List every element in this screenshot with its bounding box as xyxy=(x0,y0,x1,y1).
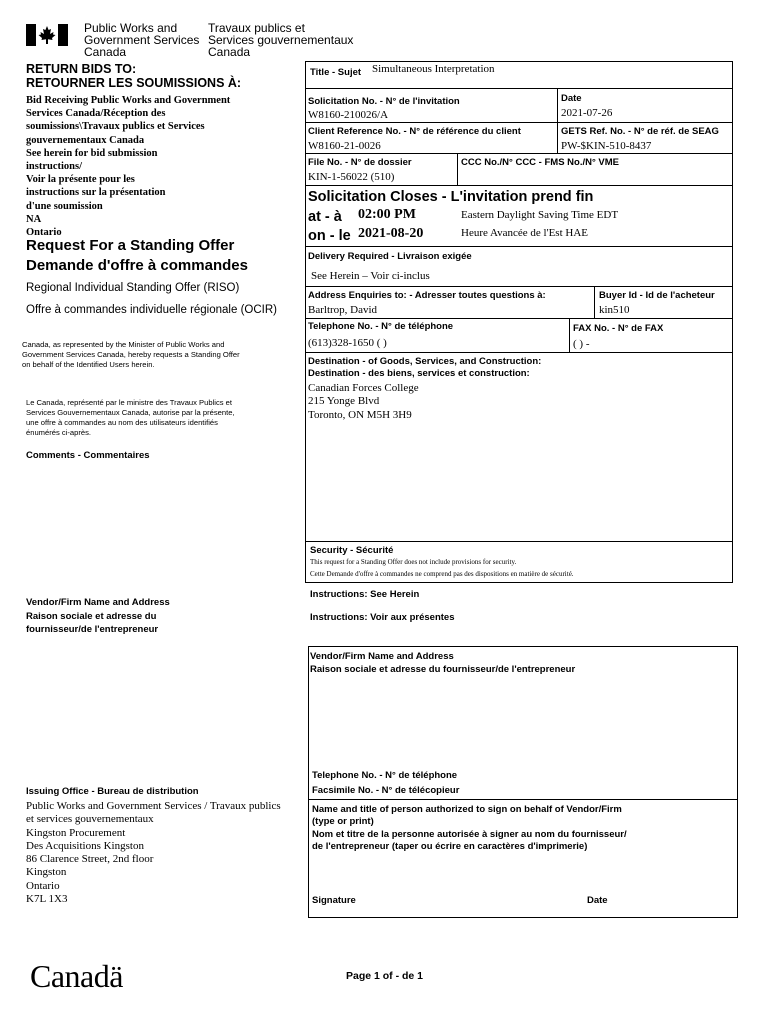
date-value: 2021-07-26 xyxy=(561,107,613,119)
destination-address xyxy=(308,382,419,422)
telephone-value: (613)328-1650 ( ) xyxy=(308,337,387,349)
canada-wordmark: Canadä xyxy=(30,958,123,994)
para-en-line: Government Services Canada, hereby requests a Standing Offer xyxy=(22,350,240,359)
request-paragraph-fr xyxy=(26,398,235,438)
fax-label: FAX No. - N° de FAX xyxy=(573,323,664,334)
request-title-en: Request For a Standing Offer xyxy=(26,237,235,254)
signature-label: Signature xyxy=(312,895,356,906)
return-bids-line: NA xyxy=(26,213,42,225)
security-text-fr: Cette Demande d'offre à commandes ne comprend pas des dispositions en matière de sécurité. xyxy=(310,570,574,578)
authorized-person-line: de l'entrepreneur (taper ou écrire en caractères d'imprimerie) xyxy=(312,840,588,852)
issuing-office-label: Issuing Office - Bureau de distribution xyxy=(26,786,199,797)
para-fr-line: Services Gouvernementaux Canada, autorise par la présente, xyxy=(26,408,235,417)
security-label: Security - Sécurité xyxy=(310,545,394,556)
issuing-line: et services gouvernementaux xyxy=(26,813,154,826)
dept-en-line: Public Works and xyxy=(84,21,178,35)
timezone-en: Eastern Daylight Saving Time EDT xyxy=(461,209,619,221)
closing-on-label: on - le xyxy=(308,228,351,244)
buyer-id-value: kin510 xyxy=(599,304,630,316)
delivery-required-value: See Herein – Voir ci-inclus xyxy=(311,270,430,282)
issuing-line: Ontario xyxy=(26,879,60,892)
return-bids-title xyxy=(26,62,241,90)
issuing-line: Kingston xyxy=(26,866,67,879)
issuing-line: K7L 1X3 xyxy=(26,893,68,906)
para-fr-line: Le Canada, représenté par le ministre des Travaux Publics et xyxy=(26,398,232,407)
request-subtitle-en: Regional Individual Standing Offer (RISO) xyxy=(26,282,240,294)
instructions-fr: Instructions: Voir aux présentes xyxy=(310,612,455,623)
authorized-person-label xyxy=(312,804,627,853)
return-bids-line: soumissions\Travaux publics et Services xyxy=(26,121,205,133)
issuing-line: Public Works and Government Services / Travaux publics xyxy=(26,800,281,812)
issuing-line: Kingston Procurement xyxy=(26,826,126,839)
file-number-value: KIN-1-56022 (510) xyxy=(308,171,395,183)
issuing-office-address xyxy=(26,800,281,906)
authorized-person-line: Nom et titre de la personne autorisée à signer au nom du fournisseur/ xyxy=(312,828,627,840)
dept-en-line: Government Services xyxy=(84,33,200,47)
department-name-fr xyxy=(208,22,353,58)
solicitation-closes-label: Solicitation Closes - L'invitation prend fin xyxy=(308,189,594,205)
return-bids-line: gouvernementaux Canada xyxy=(26,134,145,146)
para-en-line: Canada, as represented by the Minister of Public Works and xyxy=(22,340,225,349)
request-title-fr: Demande d'offre à commandes xyxy=(26,257,248,274)
return-bids-title-fr: RETOURNER LES SOUMISSIONS À: xyxy=(26,76,242,90)
vendor-left-label xyxy=(26,596,170,637)
return-bids-line: Voir la présente pour les xyxy=(26,174,135,186)
ccc-fms-label: CCC No./N° CCC - FMS No./N° VME xyxy=(461,157,620,168)
destination-label-fr: Destination - des biens, services et construction: xyxy=(308,368,530,379)
vendor-left-label-line: fournisseur/de l'entrepreneur xyxy=(26,624,159,635)
para-fr-line: une offre à commandes au nom des utilisateurs identifiés xyxy=(26,418,218,427)
comments-label: Comments - Commentaires xyxy=(26,450,150,461)
buyer-id-label: Buyer Id - Id de l'acheteur xyxy=(599,290,715,301)
request-subtitle-fr: Offre à commandes individuelle régionale (OCIR) xyxy=(26,304,277,316)
destination-line: Canadian Forces College xyxy=(308,382,419,394)
return-bids-line: Ontario xyxy=(26,227,62,239)
vendor-left-label-line: Raison sociale et adresse du xyxy=(26,610,157,622)
closing-at-label: at - à xyxy=(308,209,342,225)
vendor-signature-box xyxy=(308,646,738,918)
return-bids-line: d'une soumission xyxy=(26,200,103,212)
dept-fr-line: Services gouvernementaux xyxy=(208,33,354,47)
return-bids-line: Bid Receiving Public Works and Government xyxy=(26,95,231,106)
canada-flag-icon xyxy=(26,24,68,46)
title-value: Simultaneous Interpretation xyxy=(372,63,495,75)
vendor-telephone-label: Telephone No. - N° de téléphone xyxy=(312,770,458,781)
para-fr-line: énumérés ci-après. xyxy=(26,428,91,437)
solicitation-number-value: W8160-210026/A xyxy=(308,109,389,121)
return-bids-line: Services Canada/Réception des xyxy=(26,108,166,120)
date-label: Date xyxy=(561,93,582,104)
address-enquiries-label: Address Enquiries to: - Adresser toutes questions à: xyxy=(308,290,546,301)
title-label: Title - Sujet xyxy=(310,67,362,78)
department-name-en xyxy=(84,22,199,58)
issuing-line: 86 Clarence Street, 2nd floor xyxy=(26,853,154,866)
delivery-required-label: Delivery Required - Livraison exigée xyxy=(308,251,472,262)
instructions-en: Instructions: See Herein xyxy=(310,589,420,600)
dept-en-line: Canada xyxy=(84,45,127,59)
security-text-en: This request for a Standing Offer does not include provisions for security. xyxy=(310,558,517,566)
destination-line: 215 Yonge Blvd xyxy=(308,395,380,408)
address-enquiries-value: Barltrop, David xyxy=(308,304,378,316)
destination-line: Toronto, ON M5H 3H9 xyxy=(308,408,412,421)
return-bids-body xyxy=(26,94,291,239)
dept-fr-line: Canada xyxy=(208,45,251,59)
return-bids-line: instructions sur la présentation xyxy=(26,187,166,199)
vendor-name-label: Vendor/Firm Name and Address xyxy=(310,651,454,662)
vendor-facsimile-label: Facsimile No. - N° de télécopieur xyxy=(312,785,460,796)
vendor-left-label-line: Vendor/Firm Name and Address xyxy=(26,597,170,608)
vendor-address-label: Raison sociale et adresse du fournisseur/de l'entrepreneur xyxy=(310,664,576,675)
return-bids-line: See herein for bid submission xyxy=(26,147,158,159)
client-reference-value: W8160-21-0026 xyxy=(308,140,381,152)
gets-reference-label: GETS Ref. No. - N° de réf. de SEAG xyxy=(561,126,719,137)
timezone-fr: Heure Avancée de l'Est HAE xyxy=(461,227,589,239)
file-number-label: File No. - N° de dossier xyxy=(308,157,412,168)
telephone-label: Telephone No. - N° de téléphone xyxy=(308,321,454,332)
authorized-person-line: (type or print) xyxy=(312,816,374,828)
para-en-line: on behalf of the Identified Users herein. xyxy=(22,360,155,369)
client-reference-label: Client Reference No. - N° de référence du client xyxy=(308,126,521,137)
issuing-line: Des Acquisitions Kingston xyxy=(26,839,144,852)
fax-value: ( ) - xyxy=(573,338,590,350)
request-paragraph-en xyxy=(22,340,240,370)
gets-reference-value: PW-$KIN-510-8437 xyxy=(561,140,652,152)
return-bids-line: instructions/ xyxy=(26,161,83,173)
destination-label-en: Destination - of Goods, Services, and Construction: xyxy=(308,356,542,367)
dept-fr-line: Travaux publics et xyxy=(208,21,305,35)
solicitation-number-label: Solicitation No. - N° de l'invitation xyxy=(308,96,460,107)
closing-date-value: 2021-08-20 xyxy=(358,226,424,241)
return-bids-title-en: RETURN BIDS TO: xyxy=(26,62,137,76)
authorized-person-line: Name and title of person authorized to sign on behalf of Vendor/Firm xyxy=(312,804,622,815)
signature-date-label: Date xyxy=(587,895,608,906)
page-number: Page 1 of - de 1 xyxy=(346,970,424,982)
closing-time-value: 02:00 PM xyxy=(358,207,416,222)
